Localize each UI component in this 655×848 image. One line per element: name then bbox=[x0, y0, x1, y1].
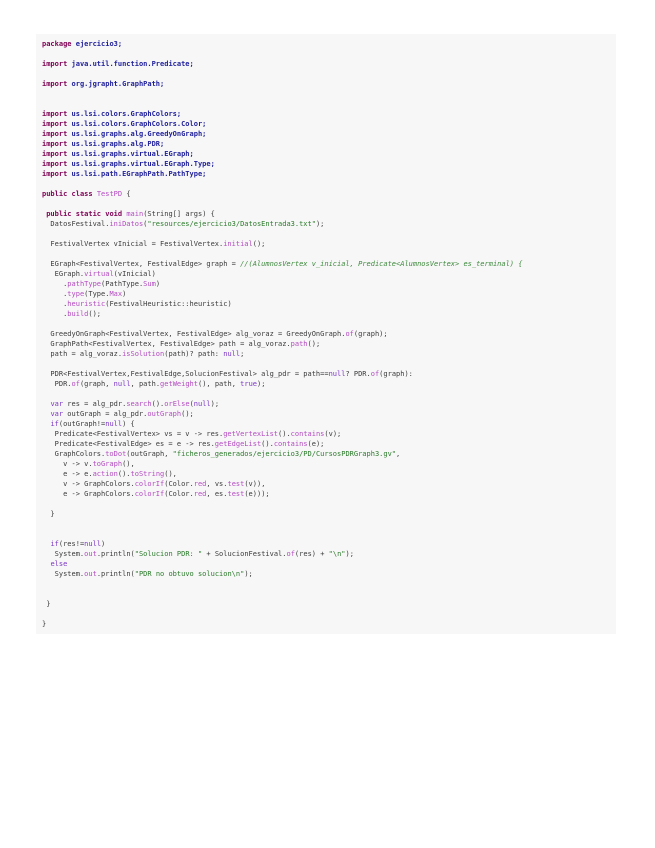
code-token: PDR<FestivalVertex,FestivalEdge,SolucionFestival> alg_pdr = path== bbox=[42, 370, 329, 378]
code-token: package bbox=[42, 40, 72, 48]
code-token: class bbox=[71, 190, 93, 198]
code-line bbox=[42, 319, 522, 329]
code-token: ? PDR. bbox=[345, 370, 371, 378]
code-token: import bbox=[42, 170, 68, 178]
code-token: System. bbox=[42, 570, 85, 578]
code-line bbox=[42, 499, 522, 509]
code-line bbox=[42, 369, 522, 379]
code-panel bbox=[36, 34, 616, 634]
code-token: ); bbox=[345, 550, 354, 558]
code-token: ) bbox=[101, 540, 106, 548]
code-token: (Color. bbox=[164, 480, 194, 488]
code-token: toDot bbox=[105, 450, 127, 458]
code-line bbox=[42, 79, 522, 89]
code-token: us.lsi.colors.GraphColors.Color; bbox=[71, 120, 207, 128]
code-token: v -> v. bbox=[42, 460, 93, 468]
code-token: out bbox=[84, 550, 97, 558]
code-token: (), bbox=[164, 470, 177, 478]
code-token: .println( bbox=[96, 570, 135, 578]
code-token: (). bbox=[117, 470, 131, 478]
code-token: outGraph = alg_pdr. bbox=[63, 410, 148, 418]
code-line bbox=[42, 119, 522, 129]
code-token: (), bbox=[122, 460, 135, 468]
code-token: (graph): bbox=[379, 370, 413, 378]
code-token: import bbox=[42, 120, 68, 128]
code-line bbox=[42, 619, 522, 629]
code-token: (), path, bbox=[197, 380, 241, 388]
code-line bbox=[42, 289, 522, 299]
code-token: (); bbox=[181, 410, 194, 418]
code-token: (); bbox=[307, 340, 321, 348]
code-line bbox=[42, 329, 522, 339]
code-token: (graph, bbox=[79, 380, 114, 388]
code-token: , bbox=[396, 450, 401, 458]
code-token: if bbox=[50, 540, 59, 548]
code-token: true bbox=[240, 380, 257, 388]
code-token: , es. bbox=[206, 490, 228, 498]
code-token: ( bbox=[189, 400, 194, 408]
code-token: import bbox=[42, 110, 68, 118]
code-line bbox=[42, 159, 522, 169]
code-token: } bbox=[42, 620, 47, 628]
code-token: initial bbox=[223, 240, 253, 248]
code-token: of bbox=[345, 330, 354, 338]
code-line bbox=[42, 169, 522, 179]
code-token: GraphColors. bbox=[42, 450, 106, 458]
code-token: null bbox=[105, 420, 123, 428]
code-token: import bbox=[42, 130, 68, 138]
code-token: PDR. bbox=[42, 380, 72, 388]
code-token: (v)), bbox=[244, 480, 266, 488]
code-token: "\n" bbox=[328, 550, 346, 558]
code-token: EGraph<FestivalVertex, FestivalEdge> graph = bbox=[42, 260, 241, 268]
code-line bbox=[42, 539, 522, 549]
code-token: main bbox=[126, 210, 144, 218]
code-token: . bbox=[42, 290, 68, 298]
code-line bbox=[42, 409, 522, 419]
code-token: colorIf bbox=[134, 490, 165, 498]
code-token: GraphPath<FestivalVertex, FestivalEdge> path = alg_voraz. bbox=[42, 340, 291, 348]
code-token: Sum bbox=[143, 280, 156, 288]
code-line bbox=[42, 279, 522, 289]
code-line bbox=[42, 99, 522, 109]
code-line bbox=[42, 259, 522, 269]
code-token: getWeight bbox=[160, 380, 198, 388]
code-token: contains bbox=[290, 430, 325, 438]
code-token: build bbox=[67, 310, 89, 318]
code-token: } bbox=[42, 600, 51, 608]
code-line bbox=[42, 549, 522, 559]
code-line bbox=[42, 579, 522, 589]
code-token: import bbox=[42, 140, 68, 148]
code-token: toString bbox=[130, 470, 165, 478]
code-token: getEdgeList bbox=[214, 440, 262, 448]
code-token: ( bbox=[143, 220, 148, 228]
code-token: pathType bbox=[67, 280, 102, 288]
code-token: ) bbox=[122, 290, 127, 298]
code-line bbox=[42, 269, 522, 279]
code-token: Predicate<FestivalVertex> vs = v -> res. bbox=[42, 430, 224, 438]
code-token: null bbox=[193, 400, 211, 408]
code-token: (PathType. bbox=[101, 280, 144, 288]
code-token: us.lsi.graphs.virtual.EGraph.Type; bbox=[71, 160, 215, 168]
code-line bbox=[42, 449, 522, 459]
code-token: ; bbox=[240, 350, 245, 358]
code-token: "resources/ejercicio3/DatosEntrada3.txt" bbox=[147, 220, 316, 228]
code-token: null bbox=[113, 380, 131, 388]
code-line bbox=[42, 309, 522, 319]
code-line bbox=[42, 49, 522, 59]
code-token: (outGraph, bbox=[126, 450, 173, 458]
code-token: DatosFestival. bbox=[42, 220, 110, 228]
code-line bbox=[42, 129, 522, 139]
code-token: outGraph bbox=[147, 410, 182, 418]
code-token: colorIf bbox=[134, 480, 165, 488]
code-line bbox=[42, 489, 522, 499]
code-token: EGraph. bbox=[42, 270, 85, 278]
code-token: , vs. bbox=[206, 480, 228, 488]
code-token: v -> GraphColors. bbox=[42, 480, 135, 488]
code-line bbox=[42, 109, 522, 119]
code-token: (outGraph!= bbox=[58, 420, 106, 428]
code-token: out bbox=[84, 570, 97, 578]
code-token: of bbox=[71, 380, 80, 388]
code-token: "Solucion PDR: " bbox=[134, 550, 203, 558]
code-line bbox=[42, 209, 522, 219]
code-token: (graph); bbox=[353, 330, 388, 338]
code-token: TestPD bbox=[96, 190, 123, 198]
code-token: ); bbox=[210, 400, 220, 408]
code-token: path = alg_voraz. bbox=[42, 350, 123, 358]
code-token: (). bbox=[261, 440, 274, 448]
code-token: Predicate<FestivalEdge> es = e -> res. bbox=[42, 440, 215, 448]
code-line bbox=[42, 299, 522, 309]
code-token: e -> GraphColors. bbox=[42, 490, 135, 498]
code-token: null bbox=[328, 370, 346, 378]
code-token: iniDatos bbox=[109, 220, 144, 228]
code-token: public bbox=[46, 210, 72, 218]
code-line bbox=[42, 389, 522, 399]
code-token: } bbox=[42, 510, 55, 518]
code-token: (res!= bbox=[58, 540, 85, 548]
code-token: . bbox=[42, 280, 68, 288]
code-token: us.lsi.graphs.alg.PDR; bbox=[71, 140, 165, 148]
code-token: contains bbox=[273, 440, 308, 448]
code-line bbox=[42, 419, 522, 429]
code-token: else bbox=[50, 560, 68, 568]
code-token: action bbox=[92, 470, 118, 478]
code-token: var bbox=[50, 410, 64, 418]
code-line bbox=[42, 519, 522, 529]
code-token: heuristic bbox=[67, 300, 106, 308]
code-token: "PDR no obtuvo solucion\n" bbox=[134, 570, 245, 578]
code-line bbox=[42, 179, 522, 189]
code-token: import bbox=[42, 60, 68, 68]
code-line bbox=[42, 559, 522, 569]
code-token: (res) + bbox=[294, 550, 329, 558]
code-line bbox=[42, 339, 522, 349]
code-token: (v); bbox=[324, 430, 342, 438]
code-line bbox=[42, 589, 522, 599]
code-line bbox=[42, 229, 522, 239]
code-token: orElse bbox=[164, 400, 190, 408]
code-token: null bbox=[84, 540, 102, 548]
code-token: ejercicio3; bbox=[75, 40, 123, 48]
code-token: (Type. bbox=[84, 290, 110, 298]
code-line bbox=[42, 469, 522, 479]
code-line bbox=[42, 529, 522, 539]
code-line bbox=[42, 349, 522, 359]
code-line bbox=[42, 609, 522, 619]
code-line bbox=[42, 39, 522, 49]
code-token: of bbox=[370, 370, 380, 378]
code-token: ); bbox=[257, 380, 266, 388]
code-line bbox=[42, 219, 522, 229]
code-token: (). bbox=[278, 430, 291, 438]
code-line bbox=[42, 479, 522, 489]
code-token: ) { bbox=[122, 420, 135, 428]
code-token: type bbox=[67, 290, 85, 298]
code-token: us.lsi.graphs.alg.GreedyOnGraph; bbox=[71, 130, 207, 138]
code-token: org.jgrapht.GraphPath; bbox=[71, 80, 165, 88]
code-token: test bbox=[227, 480, 245, 488]
code-token: (path)? path: bbox=[164, 350, 224, 358]
code-token: us.lsi.graphs.virtual.EGraph; bbox=[71, 150, 194, 158]
code-token: java.util.function.Predicate; bbox=[71, 60, 194, 68]
code-token: static bbox=[75, 210, 102, 218]
code-token: res = alg_pdr. bbox=[63, 400, 127, 408]
code-token: us.lsi.path.EGraphPath.PathType; bbox=[71, 170, 207, 178]
code-token: System. bbox=[42, 550, 85, 558]
code-line bbox=[42, 249, 522, 259]
code-line bbox=[42, 189, 522, 199]
code-token: (); bbox=[88, 310, 102, 318]
code-token: of bbox=[286, 550, 295, 558]
code-token: ); bbox=[315, 220, 325, 228]
code-token: . bbox=[42, 310, 68, 318]
code-token: + SolucionFestival. bbox=[202, 550, 287, 558]
code-token: import bbox=[42, 150, 68, 158]
code-token: { bbox=[122, 190, 131, 198]
code-token: red bbox=[193, 480, 207, 488]
code-token: (String[] args) { bbox=[143, 210, 215, 218]
code-line bbox=[42, 509, 522, 519]
code-token: search bbox=[126, 400, 152, 408]
code-line bbox=[42, 459, 522, 469]
code-line bbox=[42, 359, 522, 369]
code-token: red bbox=[193, 490, 207, 498]
code-line bbox=[42, 139, 522, 149]
code-token: ) bbox=[155, 280, 161, 288]
code-token: Max bbox=[109, 290, 123, 298]
code-token: (e); bbox=[307, 440, 325, 448]
code-token: virtual bbox=[84, 270, 114, 278]
code-token: (); bbox=[252, 240, 266, 248]
code-token: public bbox=[42, 190, 68, 198]
code-token: if bbox=[50, 420, 59, 428]
code-line bbox=[42, 89, 522, 99]
code-token: //(AlumnosVertex v_inicial, Predicate<AlumnosVertex> es_terminal) { bbox=[240, 260, 523, 268]
code-token: var bbox=[50, 400, 64, 408]
code-token: , path. bbox=[130, 380, 161, 388]
code-token: (Color. bbox=[164, 490, 194, 498]
code-line bbox=[42, 599, 522, 609]
code-token: us.lsi.colors.GraphColors; bbox=[71, 110, 182, 118]
code-token: (FestivalHeuristic::heuristic) bbox=[105, 300, 232, 308]
code-token: path bbox=[290, 340, 308, 348]
code-token: getVertexList bbox=[223, 430, 279, 438]
code-token: (e))); bbox=[244, 490, 270, 498]
code-token: . bbox=[42, 300, 68, 308]
code-token: (). bbox=[151, 400, 165, 408]
code-line bbox=[42, 149, 522, 159]
code-line bbox=[42, 239, 522, 249]
code-token: import bbox=[42, 160, 68, 168]
code-token: void bbox=[105, 210, 123, 218]
code-token: (vInicial) bbox=[113, 270, 156, 278]
code-line bbox=[42, 379, 522, 389]
code-line bbox=[42, 59, 522, 69]
code-token: e -> e. bbox=[42, 470, 93, 478]
code-token: import bbox=[42, 80, 68, 88]
code-listing bbox=[42, 39, 522, 629]
code-line bbox=[42, 69, 522, 79]
code-token: GreedyOnGraph<FestivalVertex, FestivalEdge> alg_voraz = GreedyOnGraph. bbox=[42, 330, 346, 338]
code-token: .println( bbox=[96, 550, 135, 558]
code-token: null bbox=[223, 350, 241, 358]
code-line bbox=[42, 199, 522, 209]
code-line bbox=[42, 569, 522, 579]
code-line bbox=[42, 429, 522, 439]
code-token: "ficheros_generados/ejercicio3/PD/CursosPDRGraph3.gv" bbox=[172, 450, 397, 458]
code-token: ); bbox=[244, 570, 253, 578]
code-line bbox=[42, 439, 522, 449]
code-token: toGraph bbox=[92, 460, 123, 468]
code-token: isSolution bbox=[122, 350, 165, 358]
code-token: FestivalVertex vInicial = FestivalVertex. bbox=[42, 240, 224, 248]
code-line bbox=[42, 399, 522, 409]
code-token: test bbox=[227, 490, 245, 498]
